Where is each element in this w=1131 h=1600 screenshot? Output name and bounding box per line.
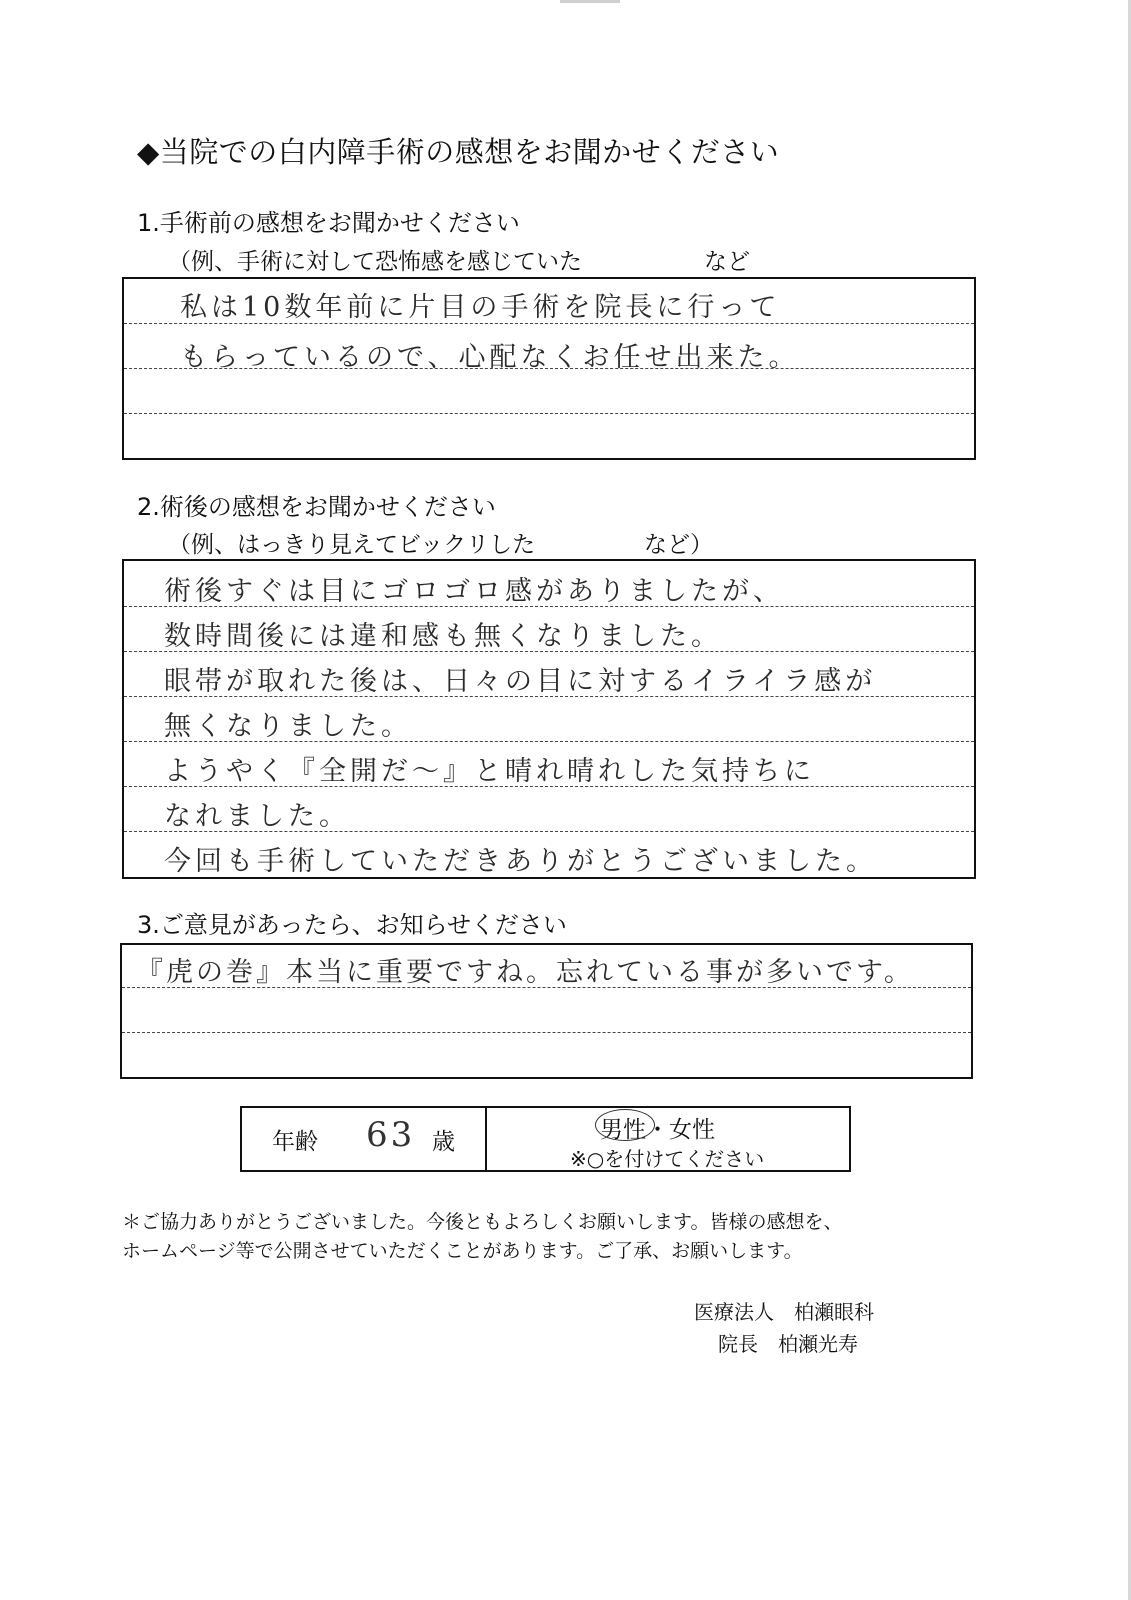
question-2-answer-line: 今回も手術していただきありがとうございました。	[164, 846, 877, 877]
director-name: 院長 柏瀬光寿	[718, 1332, 858, 1356]
question-2-example-suffix: など）	[644, 532, 713, 558]
question-2-answer-line: なれました。	[164, 801, 350, 832]
gender-note: ※○を付けてください	[570, 1147, 765, 1171]
ruled-line	[124, 413, 974, 414]
table-divider	[485, 1108, 487, 1170]
footer-line-1: ＊ご協力ありがとうございました。今後ともよろしくお願いします。皆様の感想を、	[122, 1211, 843, 1233]
age-value: 63	[366, 1115, 416, 1155]
question-1-heading: 1.手術前の感想をお聞かせください	[137, 209, 520, 237]
question-1-answer-box	[122, 277, 976, 460]
question-3-answer-box	[120, 943, 973, 1079]
question-1-example-text: （例、手術に対して恐怖感を感じていた	[168, 249, 582, 275]
question-2-answer-line: 無くなりました。	[164, 711, 412, 742]
question-2-example-text: （例、はっきり見えてビックリした	[168, 532, 536, 558]
question-2-answer-line: 術後すぐは目にゴロゴロ感がありましたが、	[164, 576, 784, 607]
selection-circle	[595, 1109, 655, 1141]
question-2-example	[168, 526, 713, 559]
question-3-heading: 3.ご意見があったら、お知らせください	[137, 911, 567, 939]
question-1-example	[168, 243, 750, 276]
scan-mark	[560, 0, 620, 3]
clinic-name: 医療法人 柏瀬眼科	[694, 1300, 874, 1324]
ruled-line	[122, 1032, 971, 1033]
question-2-answer-line: 数時間後には違和感も無くなりました。	[164, 621, 722, 652]
question-2-answer-line: ようやく『全開だ〜』と晴れ晴れした気持ちに	[164, 756, 815, 787]
question-2-heading: 2.術後の感想をお聞かせください	[137, 493, 496, 521]
question-1-answer-line: もらっているので、心配なくお任せ出来た。	[180, 342, 800, 373]
question-2-answer-box	[122, 559, 976, 879]
respondent-info-table	[240, 1106, 851, 1172]
age-label: 年齢	[272, 1129, 318, 1155]
question-3-answer-line: 『虎の巻』本当に重要ですね。忘れている事が多いです。	[136, 957, 914, 988]
age-unit: 歳	[432, 1129, 455, 1155]
gender-separator: ・	[646, 1117, 669, 1143]
gender-options	[600, 1111, 715, 1144]
gender-option-female-label: 女性	[669, 1117, 715, 1143]
question-1-example-suffix: など	[704, 249, 750, 275]
page-title: ◆当院での白内障手術の感想をお聞かせください	[137, 135, 780, 169]
footer-note	[122, 1208, 842, 1266]
gender-option-male-label: 男性	[600, 1117, 646, 1143]
footer-line-2: ホームページ等で公開させていただくことがあります。ご了承、お願いします。	[122, 1240, 803, 1262]
gender-option-male	[600, 1111, 646, 1144]
question-1-answer-line: 私は10数年前に片目の手術を院長に行って	[180, 292, 781, 323]
question-2-answer-line: 眼帯が取れた後は、日々の目に対するイライラ感が	[164, 666, 877, 697]
